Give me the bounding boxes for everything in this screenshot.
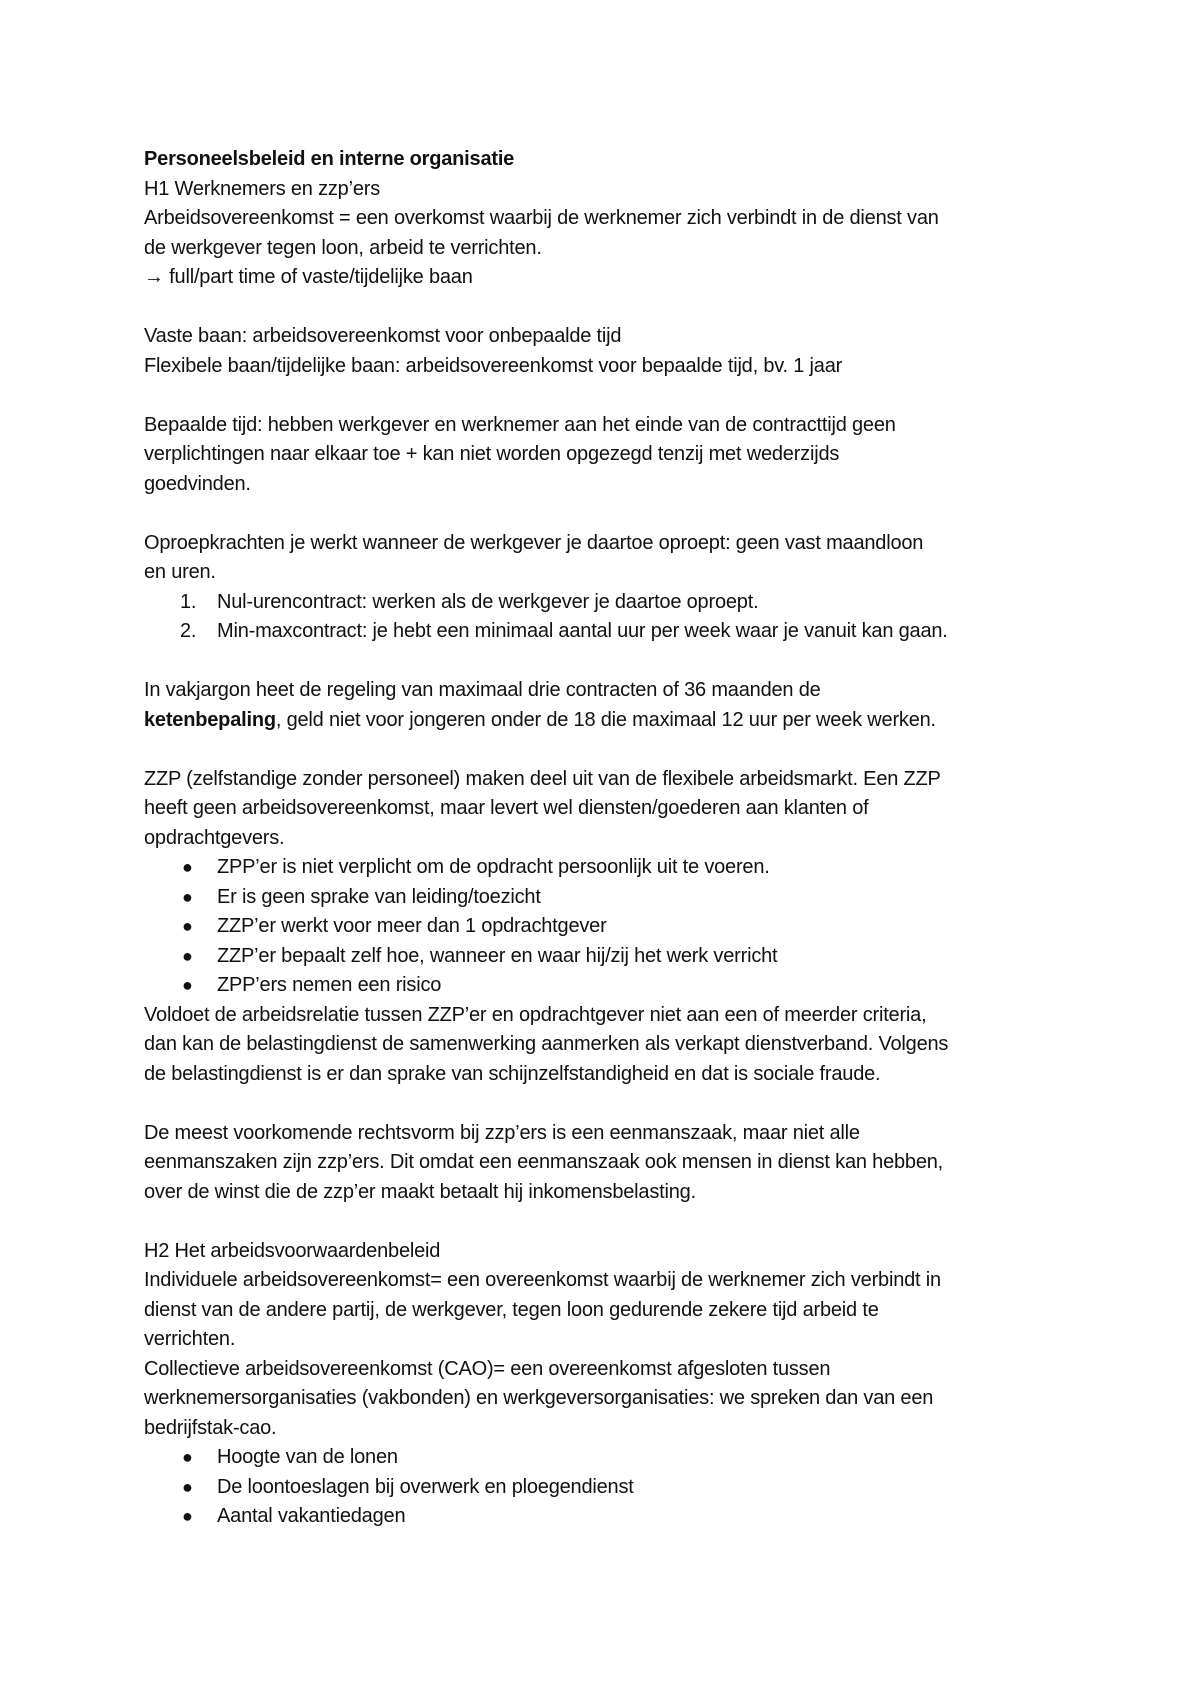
list-item-text: ZZP’er werkt voor meer dan 1 opdrachtgever	[217, 915, 607, 937]
paragraph-line: bedrijfstak-cao.	[144, 1416, 277, 1439]
spacer	[144, 499, 1084, 529]
paragraph-line: eenmanszaken zijn zzp’ers. Dit omdat een eenmanszaak ook mensen in dienst kan hebben,	[144, 1151, 944, 1173]
document-title: Personeelsbeleid en interne organisatie	[144, 148, 515, 170]
list-item-text: Min-maxcontract: je hebt een minimaal aantal uur per week waar je vanuit kan gaan.	[217, 620, 948, 642]
paragraph-line: de werkgever tegen loon, arbeid te verrichten.	[144, 236, 542, 259]
paragraph-line: Oproepkrachten je werkt wanneer de werkgever je daartoe oproept: geen vast maandloon	[144, 531, 924, 554]
list-item	[144, 1502, 1084, 1532]
paragraph-line: de belastingdienst is er dan sprake van schijnzelfstandigheid en dat is sociale fraude.	[144, 1062, 881, 1085]
paragraph-text: , geld niet voor jongeren onder de 18 die maximaal 12 uur per week werken.	[275, 708, 936, 731]
bullet-list	[144, 853, 1084, 1001]
list-item	[144, 912, 1084, 942]
document-page	[144, 145, 1084, 1532]
list-item	[144, 971, 1084, 1001]
paragraph-line	[144, 706, 1084, 736]
spacer	[144, 1089, 1084, 1119]
spacer	[144, 381, 1084, 411]
bold-term: ketenbepaling	[144, 708, 276, 731]
list-item	[144, 853, 1084, 883]
bullet-icon: ●	[182, 1447, 193, 1467]
list-item	[144, 942, 1084, 972]
paragraph-line: Bepaalde tijd: hebben werkgever en werknemer aan het einde van de contracttijd geen	[144, 413, 896, 436]
paragraph-line: Individuele arbeidsovereenkomst= een overeenkomst waarbij de werknemer zich verbindt in	[144, 1269, 941, 1291]
arrow-line	[144, 263, 1084, 293]
bullet-icon: ●	[182, 1506, 193, 1526]
bullet-icon: ●	[182, 886, 193, 907]
bullet-icon: ●	[182, 975, 193, 995]
paragraph-line: verplichtingen naar elkaar toe + kan niet worden opgezegd tenzij met wederzijds	[144, 443, 840, 465]
list-item-text: Hoogte van de lonen	[217, 1446, 398, 1468]
bullet-icon: ●	[182, 1476, 193, 1497]
list-number: 2.	[180, 620, 197, 642]
list-item-text: ZPP’ers nemen een risico	[217, 974, 442, 996]
paragraph-line: Arbeidsovereenkomst = een overkomst waarbij de werknemer zich verbindt in de dienst van	[144, 207, 939, 229]
numbered-list	[144, 588, 1084, 647]
paragraph-line: ZZP (zelfstandige zonder personeel) maken deel uit van de flexibele arbeidsmarkt. Een ZZP	[144, 767, 941, 790]
list-item	[144, 1443, 1084, 1473]
list-item-text: Aantal vakantiedagen	[217, 1505, 406, 1527]
section-heading-h1: H1 Werknemers en zzp’ers	[144, 177, 381, 200]
paragraph-line: Collectieve arbeidsovereenkomst (CAO)= een overeenkomst afgesloten tussen	[144, 1357, 831, 1380]
section-heading-h2: H2 Het arbeidsvoorwaardenbeleid	[144, 1239, 441, 1262]
arrow-text: full/part time of vaste/tijdelijke baan	[169, 266, 473, 288]
list-item-text: Er is geen sprake van leiding/toezicht	[217, 885, 541, 908]
paragraph-line: opdrachtgevers.	[144, 826, 285, 849]
list-item-text: Nul-urencontract: werken als de werkgever je daartoe oproept.	[217, 590, 759, 613]
paragraph-line: Flexibele baan/tijdelijke baan: arbeidsovereenkomst voor bepaalde tijd, bv. 1 jaar	[144, 354, 843, 377]
list-item-text: De loontoeslagen bij overwerk en ploegendienst	[217, 1475, 634, 1498]
list-item	[144, 588, 1084, 618]
paragraph-line: dan kan de belastingdienst de samenwerking aanmerken als verkapt dienstverband. Volgens	[144, 1033, 949, 1055]
paragraph-line: verrichten.	[144, 1328, 236, 1350]
bullet-icon: ●	[182, 857, 193, 877]
list-item	[144, 1473, 1084, 1503]
spacer	[144, 1207, 1084, 1237]
paragraph-line: heeft geen arbeidsovereenkomst, maar levert wel diensten/goederen aan klanten of	[144, 797, 869, 819]
paragraph-line: Vaste baan: arbeidsovereenkomst voor onbepaalde tijd	[144, 325, 622, 347]
bullet-icon: ●	[182, 945, 193, 966]
paragraph-line: over de winst die de zzp’er maakt betaalt hij inkomensbelasting.	[144, 1180, 696, 1203]
list-item-text: ZPP’er is niet verplicht om de opdracht persoonlijk uit te voeren.	[217, 856, 770, 878]
spacer	[144, 293, 1084, 323]
arrow-icon: →	[144, 266, 164, 288]
paragraph-line: De meest voorkomende rechtsvorm bij zzp’ers is een eenmanszaak, maar niet alle	[144, 1121, 860, 1144]
list-item	[144, 617, 1084, 647]
spacer	[144, 735, 1084, 765]
paragraph-line: werknemersorganisaties (vakbonden) en werkgeversorganisaties: we spreken dan van een	[144, 1387, 934, 1409]
paragraph-line: In vakjargon heet de regeling van maximaal drie contracten of 36 maanden de	[144, 679, 821, 701]
list-item	[144, 883, 1084, 913]
list-number: 1.	[180, 590, 197, 613]
spacer	[144, 647, 1084, 677]
bullet-list	[144, 1443, 1084, 1532]
list-item-text: ZZP’er bepaalt zelf hoe, wanneer en waar hij/zij het werk verricht	[217, 944, 778, 967]
paragraph-line: goedvinden.	[144, 472, 251, 495]
paragraph-line: Voldoet de arbeidsrelatie tussen ZZP’er en opdrachtgever niet aan een of meerder criteria,	[144, 1003, 927, 1026]
paragraph-line: dienst van de andere partij, de werkgever, tegen loon gedurende zekere tijd arbeid te	[144, 1298, 879, 1321]
paragraph-line: en uren.	[144, 561, 216, 583]
bullet-icon: ●	[182, 916, 193, 936]
